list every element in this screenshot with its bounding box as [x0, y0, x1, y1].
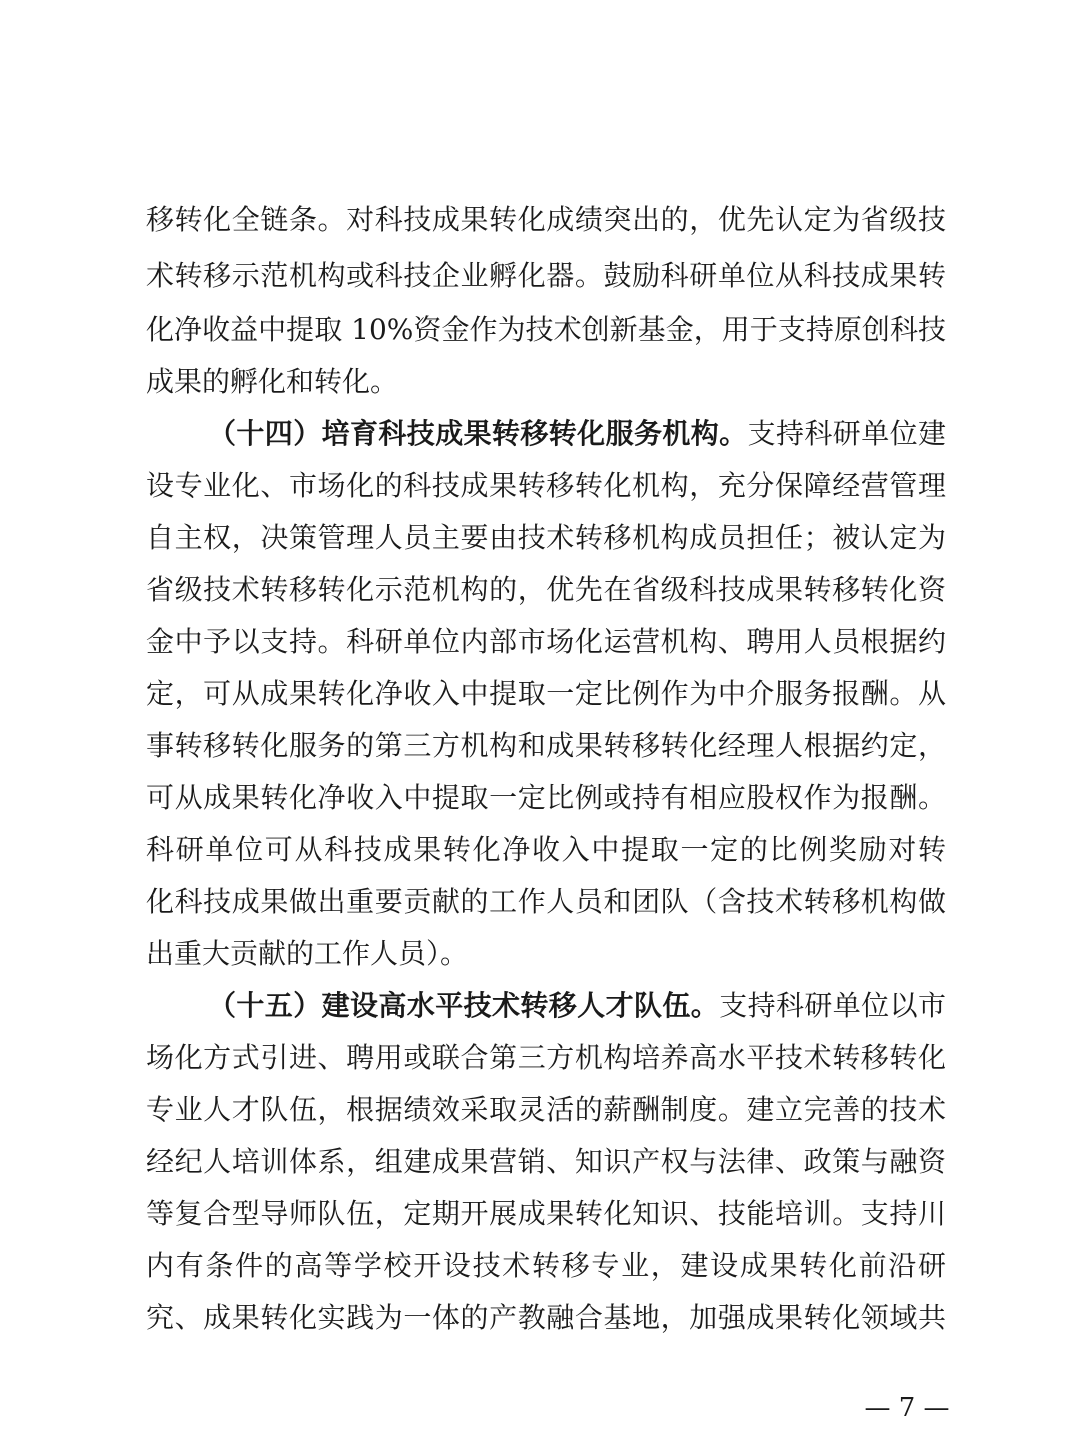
paragraph-2-line-11: 出重大贡献的工作人员）。 [146, 937, 469, 970]
paragraph-3-line-5: 等复合型导师队伍，定期开展成果转化知识、技能培训。支持川 [146, 1197, 946, 1230]
paragraph-3-line-3: 专业人才队伍，根据绩效采取灵活的薪酬制度。建立完善的技术 [146, 1093, 946, 1126]
page-number: — 7 — [864, 1393, 950, 1423]
paragraph-2-line-6: 定，可从成果转化净收入中提取一定比例作为中介服务报酬。从 [146, 677, 946, 710]
paragraph-2-line-10: 化科技成果做出重要贡献的工作人员和团队（含技术转移机构做 [146, 885, 946, 918]
paragraph-2-line-2: 设专业化、市场化的科技成果转移转化机构，充分保障经营管理 [146, 469, 946, 502]
paragraph-2-line-5: 金中予以支持。科研单位内部市场化运营机构、聘用人员根据约 [146, 625, 946, 658]
paragraph-2-line-3: 自主权，决策管理人员主要由技术转移机构成员担任；被认定为 [146, 521, 946, 554]
paragraph-1-line-3: 化净收益中提取 10%资金作为技术创新基金，用于支持原创科技 [146, 313, 946, 346]
paragraph-2-line-4: 省级技术转移转化示范机构的，优先在省级科技成果转移转化资 [146, 573, 946, 606]
paragraph-2-line-8: 可从成果转化净收入中提取一定比例或持有相应股权作为报酬。 [146, 781, 946, 814]
paragraph-3-line-7: 究、成果转化实践为一体的产教融合基地，加强成果转化领域共 [146, 1301, 946, 1334]
section-heading-15: （十五）建设高水平技术转移人才队伍。 [208, 989, 720, 1022]
paragraph-3-first-line [208, 978, 946, 1034]
paragraph-2-line-1-text: 支持科研单位建 [747, 417, 946, 450]
paragraph-2-line-9: 科研单位可从科技成果转化净收入中提取一定的比例奖励对转 [146, 833, 946, 866]
paragraph-3-line-6: 内有条件的高等学校开设技术转移专业，建设成果转化前沿研 [146, 1249, 946, 1282]
paragraph-1-line-1: 移转化全链条。对科技成果转化成绩突出的，优先认定为省级技 [146, 203, 946, 236]
paragraph-2-first-line [208, 406, 946, 462]
paragraph-3-line-4: 经纪人培训体系，组建成果营销、知识产权与法律、政策与融资 [146, 1145, 946, 1178]
section-heading-14: （十四）培育科技成果转移转化服务机构。 [208, 417, 748, 450]
paragraph-1-line-4: 成果的孵化和转化。 [146, 365, 399, 398]
paragraph-3-line-2: 场化方式引进、聘用或联合第三方机构培养高水平技术转移转化 [146, 1041, 946, 1074]
paragraph-3-line-1-text: 支持科研单位以市 [719, 989, 946, 1022]
paragraph-1-line-2: 术转移示范机构或科技企业孵化器。鼓励科研单位从科技成果转 [146, 259, 946, 292]
paragraph-2-line-7: 事转移转化服务的第三方机构和成果转移转化经理人根据约定， [146, 729, 946, 762]
